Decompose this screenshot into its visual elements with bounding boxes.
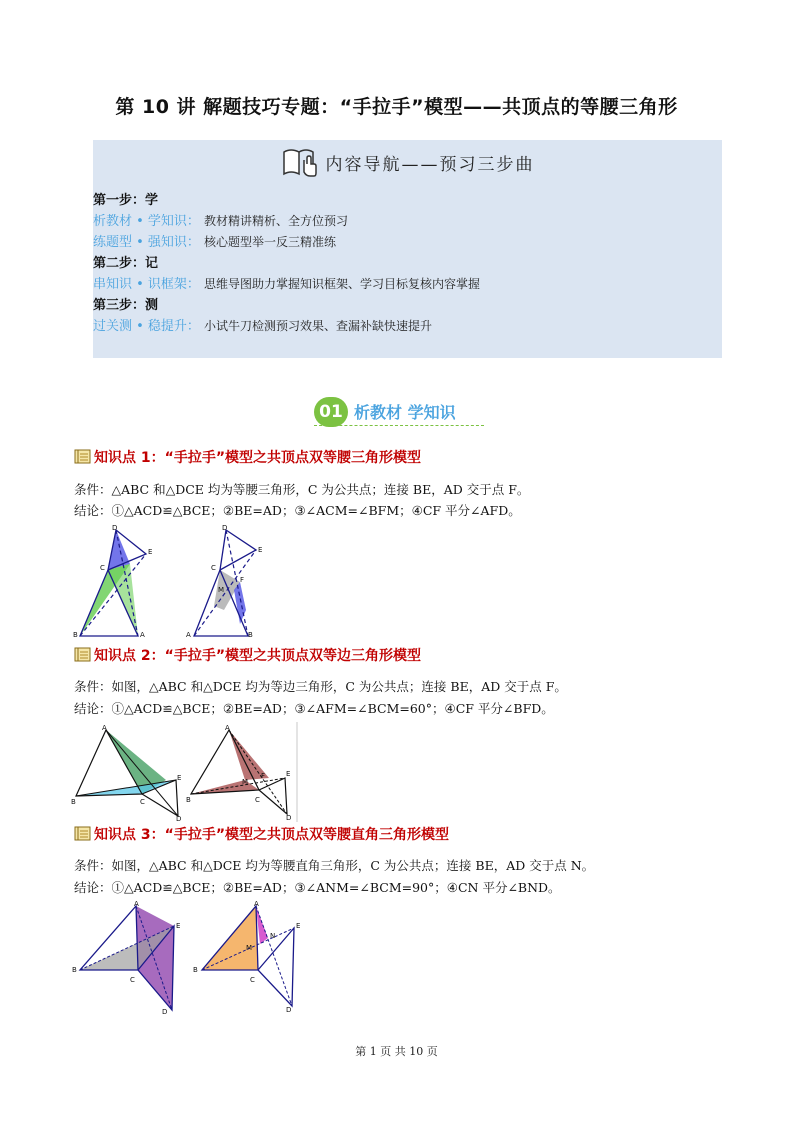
step-3-label: 第三步：测 [93,298,159,313]
f3a-label-D: D [162,1008,168,1016]
step-3-item-1-tag: 过关测 • 稳提升： [93,319,200,334]
kp1-condition: 条件：△ABC 和△DCE 均为等腰三角形，C 为公共点；连接 BE，AD 交于点 F。 [74,482,530,497]
f3b-label-M: M [246,944,253,952]
knowledge-point-1-title: 知识点 1：“手拉手”模型之共顶点双等腰三角形模型 [94,450,422,466]
page-title: 第 10 讲 解题技巧专题：“手拉手”模型——共顶点的等腰三角形 [115,96,678,118]
f1a-label-D: D [112,524,118,532]
f1b-label-B: B [248,631,253,639]
figure-2a [70,722,185,822]
f2a-label-E: E [177,774,182,782]
figure-1b [178,524,273,642]
f1b-label-D: D [222,524,228,532]
notebook-icon [74,449,92,465]
f3b-label-D: D [286,1006,292,1014]
f3b-label-A: A [254,900,259,908]
section-title: 析教材 学知识 [354,403,456,422]
knowledge-point-3-title: 知识点 3：“手拉手”模型之共顶点双等腰直角三角形模型 [94,827,450,843]
step-2-label: 第二步：记 [93,256,159,271]
f1a-label-A: A [140,631,145,639]
figure-1a [70,524,165,642]
step-1-label: 第一步：学 [93,193,159,208]
section-number: 01 [314,397,348,427]
figure-3a [70,898,188,1016]
kp3-condition: 条件：如图，△ABC 和△DCE 均为等腰直角三角形，C 为公共点；连接 BE，AD 交于点 N。 [74,858,595,873]
step-2-item-1-text: 思维导图助力掌握知识框架、学习目标复核内容掌握 [203,277,480,291]
nav-steps [93,190,722,337]
f3b-label-N: N [270,932,276,940]
book-icon [280,146,320,178]
kp2-conclusion: 结论：①△ACD≌△BCE；②BE=AD；③∠AFM=∠BCM=60°；④CF 平分∠BFD。 [74,701,554,716]
f2b-label-E: E [286,770,291,778]
knowledge-point-2-title: 知识点 2：“手拉手”模型之共顶点双等边三角形模型 [94,648,422,664]
step-1-item-2-text: 核心题型举一反三精准练 [203,235,336,249]
f2b-label-C: C [255,796,260,804]
f1b-label-M: M [218,586,225,594]
f2a-label-C: C [140,798,145,806]
f1b-label-C: C [211,564,216,572]
f1a-label-C: C [100,564,105,572]
f2b-label-D: D [286,814,292,822]
kp1-conclusion: 结论：①△ACD≌△BCE；②BE=AD；③∠ACM=∠BFM；④CF 平分∠AFD。 [74,503,521,518]
f3a-label-C: C [130,976,135,984]
notebook-icon [74,826,92,842]
f3a-label-A: A [134,900,139,908]
f1b-label-F: F [240,576,245,584]
figure-3b [190,898,308,1016]
f3b-label-C: C [250,976,255,984]
f2a-label-B: B [71,798,76,806]
f3a-label-E: E [176,922,181,930]
step-1-item-2-tag: 练题型 • 强知识： [93,235,200,250]
content-navigation-box [93,140,722,358]
nav-header [93,146,722,182]
f2b-label-B: B [186,796,191,804]
f2a-label-D: D [176,815,182,822]
f2b-label-A: A [225,724,230,732]
f3a-label-B: B [72,966,77,974]
section-underline [314,425,484,426]
step-2-item-1-tag: 串知识 • 识框架： [93,277,200,292]
page-footer: 第 1 页 共 10 页 [355,1045,438,1058]
kp2-condition: 条件：如图，△ABC 和△DCE 均为等边三角形，C 为公共点；连接 BE，AD 交于点 F。 [74,679,567,694]
nav-header-text: 内容导航——预习三步曲 [325,154,535,175]
kp3-conclusion: 结论：①△ACD≌△BCE；②BE=AD；③∠ANM=∠BCM=90°；④CN 平分∠BND。 [74,880,561,895]
notebook-icon [74,647,92,663]
f3b-label-B: B [193,966,198,974]
f2b-label-F: F [261,772,266,780]
step-1-item-1-tag: 析教材 • 学知识： [93,214,200,229]
f1a-label-E: E [148,548,153,556]
f1b-label-E: E [258,546,263,554]
f2b-label-M: M [242,778,249,786]
f3b-label-E: E [296,922,301,930]
f1a-label-B: B [73,631,78,639]
step-1-item-1-text: 教材精讲精析、全方位预习 [203,214,348,228]
f2a-label-A: A [102,724,107,732]
step-3-item-1-text: 小试牛刀检测预习效果、查漏补缺快速提升 [203,319,432,333]
f1b-label-A: A [186,631,191,639]
figure-2b [185,722,300,822]
